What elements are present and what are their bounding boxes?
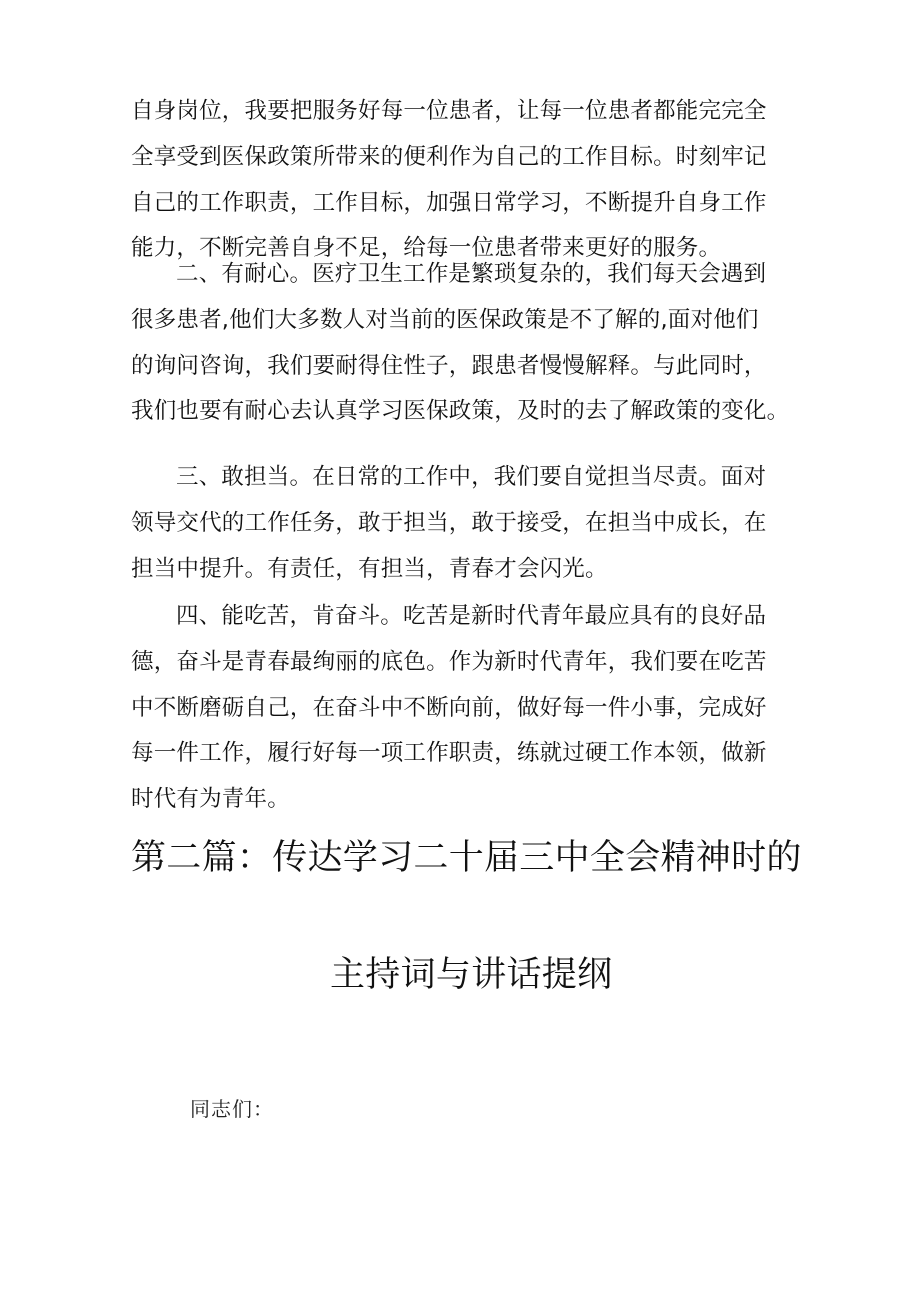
text-line: 二、有耐心。医疗卫生工作是繁琐复杂的，我们每天会遇到 — [176, 261, 767, 287]
text-line: 担当中提升。有责任，有担当，青春才会闪光。 — [131, 555, 608, 582]
salutation: 同志们： — [190, 1097, 274, 1121]
paragraph-hardwork — [131, 594, 791, 823]
text-line: 四、能吃苦，肯奋斗。吃苦是新时代青年最应具有的良好品 — [176, 603, 767, 629]
paragraph-responsibility — [131, 455, 791, 592]
text-line: 全享受到医保政策所带来的便利作为自己的工作目标。时刻牢记 — [131, 143, 767, 170]
text-line: 三、敢担当。在日常的工作中，我们要自觉担当尽责。面对 — [176, 464, 767, 490]
section-heading-line2: 主持词与讲话提纲 — [330, 955, 613, 995]
paragraph-patience — [131, 252, 791, 435]
text-line: 自身岗位，我要把服务好每一位患者，让每一位患者都能完完全 — [131, 98, 767, 124]
text-line: 德，奋斗是青春最绚丽的底色。作为新时代青年，我们要在吃苦 — [131, 648, 767, 675]
text-line: 领导交代的工作任务，敢于担当，敢于接受，在担当中成长，在 — [131, 509, 767, 536]
text-line: 我们也要有耐心去认真学习医保政策，及时的去了解政策的变化。 — [131, 398, 790, 425]
text-line: 中不断磨砺自己，在奋斗中不断向前，做好每一件小事，完成好 — [131, 694, 767, 721]
paragraph-continuation — [131, 89, 791, 272]
text-line: 时代有为青年。 — [131, 786, 290, 813]
text-line: 的询问咨询，我们要耐得住性子，跟患者慢慢解释。与此同时， — [131, 352, 767, 379]
text-line: 每一件工作，履行好每一项工作职责，练就过硬工作本领，做新 — [131, 740, 767, 767]
text-line: 自己的工作职责，工作目标，加强日常学习，不断提升自身工作 — [131, 189, 767, 216]
section-heading-line1: 第二篇：传达学习二十届三中全会精神时的 — [131, 838, 802, 878]
text-line: 很多患者,他们大多数人对当前的医保政策是不了解的,面对他们 — [131, 306, 759, 333]
text-line: 能力，不断完善自身不足，给每一位患者带来更好的服务。 — [131, 235, 722, 262]
